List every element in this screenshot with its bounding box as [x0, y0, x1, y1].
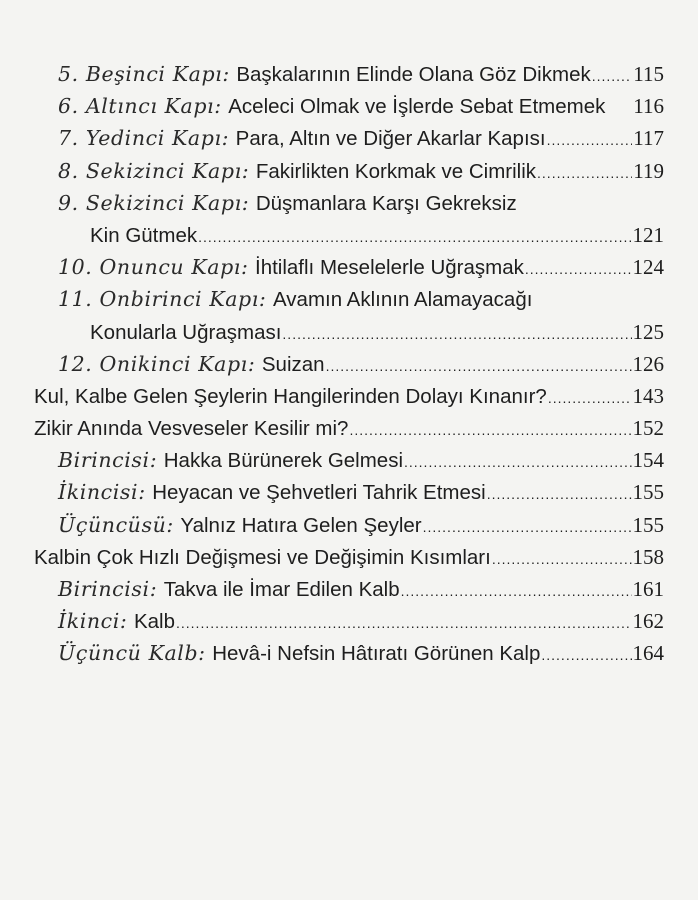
page-number: 116 [633, 94, 664, 119]
page-number: 161 [632, 577, 664, 601]
toc-entry [0, 126, 698, 158]
entry-lead: İkinci: [58, 609, 128, 634]
page-number: 124 [632, 255, 664, 280]
entry-title: İhtilaflı Meselelerle Uğraşmak [255, 256, 524, 280]
entry-lead: 7. Yedinci Kapı: [58, 126, 230, 151]
toc-entry [0, 513, 698, 545]
toc-entry [0, 448, 698, 480]
leader-dots [401, 583, 632, 599]
entry-lead: 11. Onbirinci Kapı: [58, 287, 267, 312]
entry-title: Başkalarının Elinde Olana Göz Dikmek [236, 63, 591, 86]
leader-dots [548, 390, 632, 406]
page-number: 119 [633, 158, 664, 183]
leader-dots [176, 615, 632, 631]
page-number: 164 [632, 641, 664, 666]
leader-dots [541, 647, 631, 663]
page-number: 125 [632, 319, 664, 344]
entry-title: Konularla Uğraşması [90, 320, 282, 344]
entry-title: Fakirlikten Korkmak ve Cimrilik [255, 159, 537, 183]
toc-entry [0, 545, 698, 577]
page-number: 155 [632, 512, 664, 537]
page-number: 121 [632, 222, 664, 247]
leader-dots [592, 68, 633, 84]
page-number: 126 [632, 351, 664, 376]
entry-title: Düşmanlara Karşı Gekreksiz [255, 191, 517, 215]
entry-lead: 6. Altıncı Kapı: [58, 94, 222, 119]
toc-entry [0, 641, 698, 673]
leader-dots [487, 486, 632, 502]
entry-title: Kul, Kalbe Gelen Şeylerin Hangilerinden Dolayı Kınanır? [34, 384, 547, 408]
leader-dots [423, 519, 632, 535]
leader-dots [404, 454, 632, 470]
entry-title: Hevâ-i Nefsin Hâtıratı Görünen Kalp [212, 642, 541, 666]
page-number: 162 [632, 609, 664, 634]
page-number: 154 [632, 448, 664, 473]
toc-entry [0, 94, 698, 126]
toc-entry [0, 480, 698, 512]
entry-title: Zikir Anında Vesveseler Kesilir mi? [34, 417, 349, 441]
entry-lead: Birincisi: [58, 577, 158, 601]
entry-title: Kin Gütmek [90, 223, 198, 247]
page-number: 158 [632, 544, 664, 569]
toc-entry [0, 320, 698, 352]
page-number: 117 [633, 126, 664, 151]
entry-lead: Üçüncü Kalb: [58, 641, 206, 666]
entry-lead: 9. Sekizinci Kapı: [58, 190, 250, 215]
page-number: 155 [632, 480, 664, 505]
entry-title: Heyacan ve Şehvetleri Tahrik Etmesi [152, 481, 486, 505]
entry-lead: 8. Sekizinci Kapı: [58, 158, 250, 183]
toc-entry [0, 223, 698, 255]
entry-title: Yalnız Hatıra Gelen Şeyler [180, 513, 422, 537]
toc-entry [0, 416, 698, 448]
table-of-contents [0, 62, 698, 674]
toc-entry [0, 577, 698, 609]
page-number: 152 [632, 416, 664, 441]
leader-dots [537, 165, 632, 181]
toc-entry [0, 287, 698, 319]
page-number: 143 [632, 383, 664, 408]
leader-dots [547, 132, 633, 148]
entry-lead: Birincisi: [58, 448, 158, 473]
toc-entry [0, 62, 698, 94]
leader-dots [525, 261, 632, 277]
entry-lead: İkincisi: [58, 480, 146, 505]
leader-dots [326, 358, 632, 374]
entry-lead: 5. Beşinci Kapı: [58, 62, 230, 86]
toc-entry [0, 609, 698, 641]
leader-dots [282, 326, 631, 342]
entry-title: Suizan [261, 352, 325, 376]
toc-entry [0, 352, 698, 384]
entry-lead: 10. Onuncu Kapı: [58, 255, 249, 280]
entry-lead: Üçüncüsü: [58, 512, 174, 537]
entry-title: Kalbin Çok Hızlı Değişmesi ve Değişimin Kısımları [34, 545, 491, 569]
toc-entry [0, 255, 698, 287]
page-number: 115 [633, 62, 664, 86]
toc-entry [0, 191, 698, 223]
entry-title: Takva ile İmar Edilen Kalb [163, 578, 400, 601]
entry-title: Aceleci Olmak ve İşlerde Sebat Etmemek [228, 95, 606, 119]
leader-dots [349, 422, 631, 438]
toc-entry [0, 159, 698, 191]
entry-title: Para, Altın ve Diğer Akarlar Kapısı [235, 127, 546, 151]
entry-lead: 12. Onikinci Kapı: [58, 351, 256, 376]
leader-dots [492, 551, 632, 567]
toc-entry [0, 384, 698, 416]
leader-dots [198, 229, 631, 245]
entry-title: Avamın Aklının Alamayacağı [272, 288, 533, 312]
entry-title: Kalb [133, 610, 175, 634]
entry-title: Hakka Bürünerek Gelmesi [163, 449, 403, 473]
